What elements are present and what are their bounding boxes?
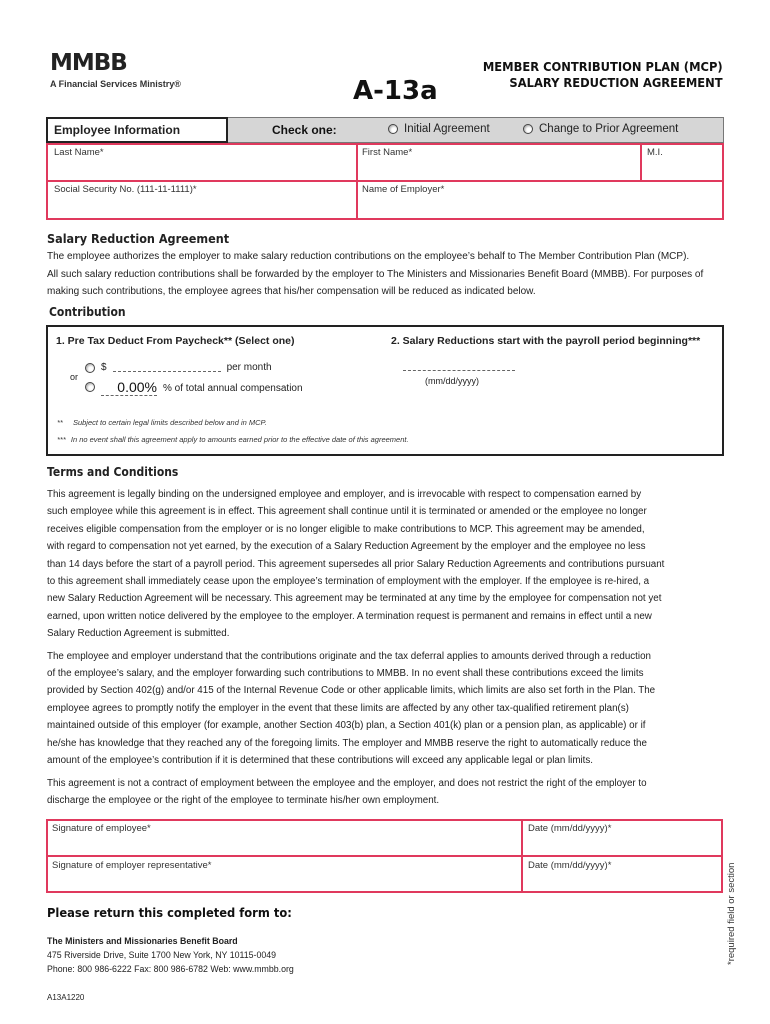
field-divider-v2 xyxy=(640,143,642,181)
field-divider-h xyxy=(46,180,724,182)
form-title-line1: MEMBER CONTRIBUTION PLAN (MCP) xyxy=(483,59,723,74)
first-name-field[interactable]: First Name* xyxy=(362,147,413,158)
terms-heading: Terms and Conditions xyxy=(47,465,179,479)
dollar-prefix: $ xyxy=(101,362,107,373)
per-month-option[interactable] xyxy=(85,362,272,373)
employer-signature-field[interactable]: Signature of employer representative* xyxy=(52,860,212,871)
salary-reduction-line: The employee authorizes the employer to make salary reduction contributions on the employee’s behalf to The Member Contribution Plan (MCP). xyxy=(47,251,690,262)
terms-line: Salary Reduction Agreement is submitted. xyxy=(47,628,230,640)
contribution-heading: Contribution xyxy=(49,305,126,319)
terms-line: such employee while this agreement is in effect. This agreement shall continue until it is terminated or amended or the employee no longer xyxy=(47,506,647,518)
footnote-1-marker: ** xyxy=(57,418,63,427)
form-title-line2: SALARY REDUCTION AGREEMENT xyxy=(509,75,723,90)
change-agreement-radio[interactable] xyxy=(523,124,533,134)
terms-paragraph-1 xyxy=(47,486,727,643)
initial-agreement-option[interactable] xyxy=(388,123,490,135)
required-field-note: *required field or section xyxy=(726,862,737,965)
terms-line: maintained outside of this employer (for example, another Section 403(b) plan, a Section 401(k) plan or a pension plan, as applicable) or if xyxy=(47,720,646,732)
terms-line: This agreement is not a contract of employment between the employee and the employer, and does not restrict the right of the employer to xyxy=(47,777,647,789)
employee-info-label: Employee Information xyxy=(46,117,228,143)
terms-line: new Salary Reduction Agreement will be necessary. This agreement may be terminated at any time by the employee for compensation not yet xyxy=(47,593,662,605)
last-name-field[interactable]: Last Name* xyxy=(54,147,104,158)
footnote-2-text: In no event shall this agreement apply to amounts earned prior to the effective date of this agreement. xyxy=(70,435,409,444)
payroll-start-heading: 2. Salary Reductions start with the payroll period beginning*** xyxy=(391,335,701,347)
percent-input[interactable]: 0.00% xyxy=(101,379,157,396)
initial-agreement-label: Initial Agreement xyxy=(404,123,490,135)
footnote-2 xyxy=(57,435,409,444)
change-agreement-label: Change to Prior Agreement xyxy=(539,123,679,135)
percent-radio[interactable] xyxy=(85,382,95,392)
date-format-hint: (mm/dd/yyyy) xyxy=(425,376,479,386)
per-month-radio[interactable] xyxy=(85,363,95,373)
percent-option[interactable] xyxy=(85,379,303,396)
mmbb-logo: MMBB xyxy=(50,50,127,76)
change-agreement-option[interactable] xyxy=(523,123,678,135)
footnote-1-text: Subject to certain legal limits described below and in MCP. xyxy=(72,418,267,427)
return-heading: Please return this completed form to: xyxy=(47,905,292,920)
salary-reduction-text xyxy=(47,248,727,301)
return-contact: Phone: 800 986-6222 Fax: 800 986-6782 Web: www.mmbb.org xyxy=(47,964,294,974)
initial-agreement-radio[interactable] xyxy=(388,124,398,134)
logo-tagline: A Financial Services Ministry® xyxy=(50,79,181,89)
terms-line: to this agreement shall immediately cease upon the employee’s termination of employment with the employer. If the employee is re-hired, a xyxy=(47,576,650,588)
terms-line: discharge the employee or the right of the employee to terminate his/her own employment. xyxy=(47,794,440,806)
or-label: or xyxy=(70,372,79,382)
terms-line: employee agrees to promptly notify the employer in the event that these limits are affected by any other tax-qualified retirement plan(s) xyxy=(47,702,629,714)
terms-line: of the employee’s salary, and the employer forwarding such contributions to MMBB. In no event shall these contributions exceed the limits xyxy=(47,668,644,680)
terms-text xyxy=(47,486,727,809)
footnote-2-marker: *** xyxy=(57,435,66,444)
terms-line: The employee and employer understand that the contributions originate and the tax deferral applies to amounts derived through a reduction xyxy=(47,650,651,662)
field-divider-v1 xyxy=(356,143,358,220)
form-code: A-13a xyxy=(353,76,438,106)
return-org: The Ministers and Missionaries Benefit Board xyxy=(47,936,238,946)
middle-initial-field[interactable]: M.I. xyxy=(647,147,663,158)
employer-name-field[interactable]: Name of Employer* xyxy=(362,184,445,195)
employee-date-field[interactable]: Date (mm/dd/yyyy)* xyxy=(528,823,612,834)
footnote-1 xyxy=(57,418,267,427)
check-one-label: Check one: xyxy=(272,123,337,137)
form-title xyxy=(483,59,723,91)
salary-reduction-line: All such salary reduction contributions shall be forwarded by the employer to The Ministers and Missionaries Benefit Board (MMBB). For purposes of xyxy=(47,268,704,280)
payroll-start-date-input[interactable] xyxy=(403,370,515,371)
terms-line: provided by Section 402(g) and/or 415 of the Internal Revenue Code or other applicable limits, which limits are also set forth in the Plan. The xyxy=(47,685,656,697)
terms-line: This agreement is legally binding on the undersigned employee and employer, and is irrevocable with respect to compensation earned by xyxy=(47,489,642,500)
ssn-field[interactable]: Social Security No. (111-11-1111)* xyxy=(54,184,197,195)
terms-line: earned, upon written notice delivered by the employee to the employer. A termination request is permanent and remains in effect until a new xyxy=(47,610,652,622)
per-month-label: per month xyxy=(226,362,272,373)
salary-reduction-line: making such contributions, the employee agrees that his/her compensation will be reduced as indicated below. xyxy=(47,286,536,297)
terms-paragraph-2 xyxy=(47,648,727,770)
form-number: A13A1220 xyxy=(47,993,85,1002)
dollar-amount-input[interactable] xyxy=(113,371,221,372)
terms-line: receives eligible compensation from the employer or is no longer eligible to make contributions to MCP. This agreement may be amended, xyxy=(47,523,645,535)
terms-line: with regard to compensation not yet earned, by the execution of a Salary Reduction Agreement by the employer and the employee no less xyxy=(47,541,646,553)
return-address: 475 Riverside Drive, Suite 1700 New York, NY 10115-0049 xyxy=(47,950,277,960)
employer-date-field[interactable]: Date (mm/dd/yyyy)* xyxy=(528,860,612,871)
pre-tax-heading: 1. Pre Tax Deduct From Paycheck** (Select one) xyxy=(56,335,295,347)
terms-line: amount of the employee’s contribution if it is determined that these contributions will exceed any applicable legal or plan limits. xyxy=(47,755,594,767)
salary-reduction-heading: Salary Reduction Agreement xyxy=(47,231,230,246)
percent-suffix: % of total annual compensation xyxy=(163,383,303,394)
terms-line: than 14 days before the start of a payroll period. This agreement supersedes all prior Salary Reduction Agreements and contributions pursuant xyxy=(47,558,665,570)
signature-divider-h xyxy=(46,855,723,857)
signature-divider-v xyxy=(521,819,523,893)
terms-line: he/she has knowledge that they reached any of the foregoing limits. The employer and MMBB reserve the right to automatically reduce the xyxy=(47,737,647,749)
employee-signature-field[interactable]: Signature of employee* xyxy=(52,823,151,834)
terms-paragraph-3 xyxy=(47,775,727,810)
